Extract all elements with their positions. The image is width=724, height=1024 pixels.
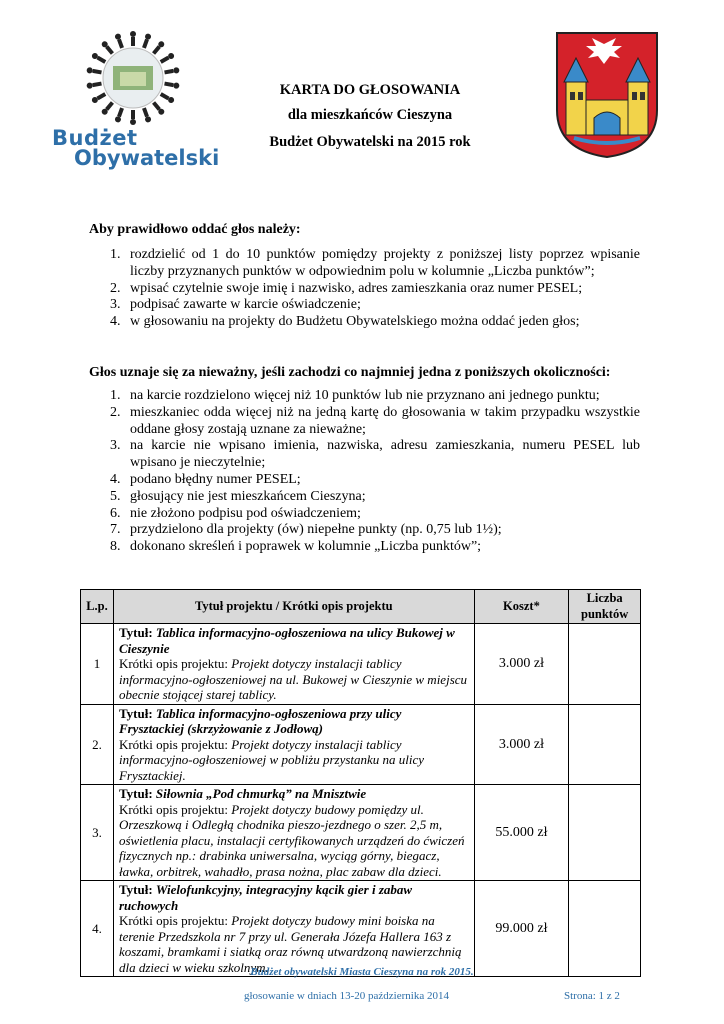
footer-dates: głosowanie w dniach 13-20 października 2014 — [244, 990, 449, 1002]
row-desc — [113, 881, 474, 977]
row-lp: 3. — [81, 785, 114, 881]
desc-label: Krótki opis projektu: — [118, 736, 232, 752]
project-title: Wielofunkcyjny, integracyjny kącik gier i zabaw ruchowych — [118, 882, 413, 913]
row-lp: 4. — [81, 881, 114, 977]
header-points: Liczba punktów — [569, 590, 641, 624]
list-item: 3. na karcie nie wpisano imienia, nazwiska, adresu zamieszkania, numeru PESEL lub wpisano je nieczytelnie; — [110, 438, 640, 471]
cieszyn-crest-icon — [554, 30, 660, 160]
list-item: 4. w głosowaniu na projekty do Budżetu Obywatelskiego można oddać jeden głos; — [110, 314, 580, 330]
instructions-heading: Aby prawidłowo oddać głos należy: — [89, 222, 301, 237]
card-subtitle: dla mieszkańców Cieszyna — [287, 107, 453, 123]
list-item: 2. mieszkaniec odda więcej niż na jedną kartę do głosowania w takim przypadku wszystkie oddane głosy zostają uznane za nieważne; — [110, 404, 640, 437]
title-label: Tytuł: — [118, 786, 156, 801]
points-input-cell[interactable] — [569, 624, 641, 705]
project-title: Tablica informacyjno-ogłoszeniowa na ulicy Bukowej w Cieszynie — [118, 625, 455, 656]
card-title: KARTA DO GŁOSOWANIA — [279, 82, 461, 98]
table-row — [81, 704, 641, 785]
row-lp: 2. — [81, 704, 114, 785]
desc-label: Krótki opis projektu: — [118, 913, 232, 928]
title-label: Tytuł: — [118, 705, 156, 721]
header-lp: L.p. — [81, 590, 114, 624]
list-item: 3. podpisać zawarte w karcie oświadczenie; — [110, 297, 361, 313]
list-item: 1. rozdzielić od 1 do 10 punktów pomiędzy projekty z poniższej listy poprzez wpisanie liczby przyznanych punktów w odpowiednim polu w kolumnie „Liczba punktów”; — [110, 247, 640, 279]
row-cost: 3.000 zł — [474, 704, 569, 785]
projects-table — [80, 589, 641, 977]
list-item: 1. na karcie rozdzielono więcej niż 10 punktów lub nie przyznano ani jednego punktu; — [110, 388, 600, 403]
footer-title: Budżet obywatelski Miasta Cieszyna na rok 2015. — [250, 966, 474, 978]
invalid-list — [110, 388, 640, 556]
row-desc — [113, 704, 474, 785]
people-circle-icon — [58, 28, 208, 128]
project-desc: Projekt dotyczy instalacji tablicy informacyjno-ogłoszeniowej w pobliżu przystanku na ulicy Frysztackiej. — [118, 736, 425, 783]
logo-line2: Obywatelski — [74, 146, 220, 170]
list-item: 6. nie złożono podpisu pod oświadczeniem; — [110, 505, 361, 521]
title-label: Tytuł: — [118, 625, 156, 640]
project-desc: Projekt dotyczy budowy pomiędzy ul. Orzeszkową i Odległą chodnika pieszo-jezdnego o szer. 2,5 m, oświetlenia placu, instalacji certyfikowanych urządzeń do ćwiczeń fizycznych np.: drabinka uniwersalna, wyciąg górny, biegacz, ławka, orbitrek, wahadło, prasa nożna, plac zabaw dla dzieci. — [118, 801, 465, 879]
header-title: Tytuł projektu / Krótki opis projektu — [113, 590, 474, 624]
header-cost: Koszt* — [474, 590, 569, 624]
points-input-cell[interactable] — [569, 785, 641, 881]
row-cost: 3.000 zł — [474, 624, 569, 705]
logo-line1: Budżet — [52, 126, 138, 150]
project-desc: Projekt dotyczy instalacji tablicy informacyjno-ogłoszeniowej na ul. Bukowej w Cieszynie w miejscu obecnie stojącej starej tablicy. — [118, 656, 468, 702]
row-lp: 1 — [81, 624, 114, 705]
desc-label: Krótki opis projektu: — [118, 656, 232, 671]
budzet-obywatelski-logo — [48, 28, 218, 168]
row-cost: 99.000 zł — [474, 881, 569, 977]
points-input-cell[interactable] — [569, 881, 641, 977]
footer-page-number: Strona: 1 z 2 — [564, 990, 620, 1002]
instructions-list — [110, 247, 640, 331]
list-item: 5. głosujący nie jest mieszkańcem Cieszyna; — [110, 488, 366, 504]
logo-text — [52, 126, 219, 170]
project-title: Siłownia „Pod chmurką” na Mnisztwie — [155, 786, 367, 801]
table-row — [81, 881, 641, 977]
row-cost: 55.000 zł — [474, 785, 569, 881]
points-input-cell[interactable] — [569, 704, 641, 785]
project-desc: Projekt dotyczy budowy mini boiska na terenie Przedszkola nr 7 przy ul. Generała Józefa Hallera 163 z koszami, bramkami i siatką oraz równą utwardzoną nawierzchnią dla dzieci w wieku szkolnym. — [118, 913, 462, 975]
list-item: 2. wpisać czytelnie swoje imię i nazwisko, adres zamieszkania oraz numer PESEL; — [110, 280, 583, 296]
row-desc — [113, 624, 474, 705]
title-label: Tytuł: — [118, 882, 156, 897]
list-item: 4. podano błędny numer PESEL; — [110, 471, 301, 487]
desc-label: Krótki opis projektu: — [118, 801, 232, 817]
project-title: Tablica informacyjno-ogłoszeniowa przy ulicy Frysztackiej (skrzyżowanie z Jodłową) — [118, 705, 402, 736]
table-header-row — [81, 590, 641, 624]
invalid-heading: Głos uznaje się za nieważny, jeśli zachodzi co najmniej jedna z poniższych okoliczności: — [89, 365, 611, 380]
card-subtitle-2: Budżet Obywatelski na 2015 rok — [269, 134, 471, 150]
table-row — [81, 785, 641, 881]
row-desc — [113, 785, 474, 881]
list-item: 7. przydzielono dla projekty (ów) niepełne punkty (np. 0,75 lub 1½); — [110, 522, 502, 538]
list-item: 8. dokonano skreśleń i poprawek w kolumnie „Liczba punktów”; — [110, 539, 482, 555]
table-row — [81, 624, 641, 705]
